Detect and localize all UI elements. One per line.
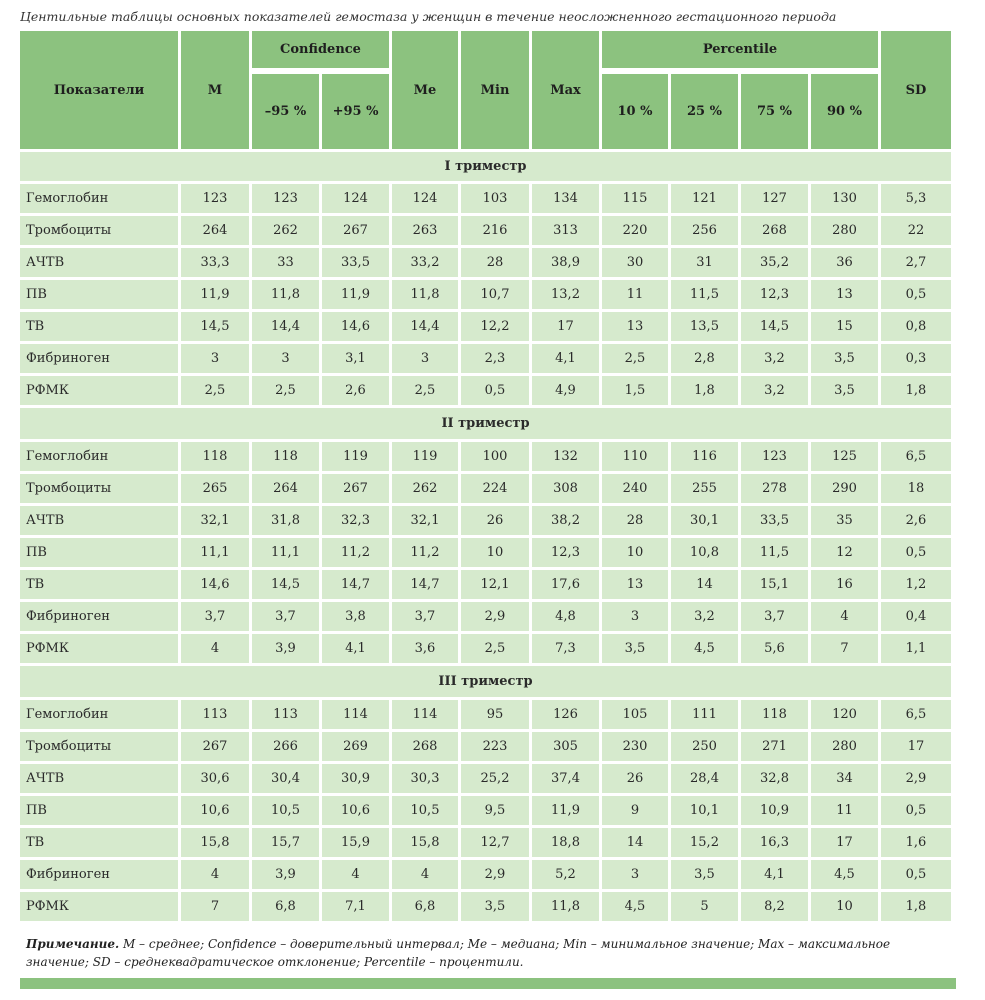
table-cell: 14,6: [181, 570, 249, 602]
table-cell: 4: [392, 860, 458, 892]
table-cell: 3: [602, 860, 668, 892]
table-cell: 3,9: [252, 860, 319, 892]
table-cell: 1,2: [881, 570, 951, 602]
table-cell: 3,2: [741, 344, 808, 376]
header-p10: 10 %: [602, 71, 668, 152]
note-text: M – среднее; Confidence – доверительный интервал; Me – медиана; Min – минимальное значение; Max – максимальное значение; SD – среднеквадратическое отклонение; Percentile – процентили.: [26, 937, 891, 969]
section-title: III триместр: [20, 666, 951, 700]
table-cell: 15: [811, 312, 878, 344]
table-cell: 256: [671, 216, 738, 248]
table-cell: 4,5: [602, 892, 668, 924]
table-cell: 4,1: [322, 634, 389, 666]
table-cell: 8,2: [741, 892, 808, 924]
table-cell: 2,9: [881, 764, 951, 796]
table-cell: 0,5: [881, 860, 951, 892]
table-cell: 95: [461, 700, 529, 732]
table-row: [20, 634, 951, 666]
table-cell: 2,8: [671, 344, 738, 376]
table-cell: 6,8: [252, 892, 319, 924]
table-row: [20, 474, 951, 506]
table-cell: 12,2: [461, 312, 529, 344]
table-cell: 240: [602, 474, 668, 506]
row-label: Тромбоциты: [20, 474, 178, 506]
table-row: [20, 442, 951, 474]
table-cell: 11,1: [181, 538, 249, 570]
table-row: [20, 216, 951, 248]
table-cell: 1,5: [602, 376, 668, 408]
table-cell: 25,2: [461, 764, 529, 796]
table-cell: 127: [741, 184, 808, 216]
row-label: Фибриноген: [20, 860, 178, 892]
table-cell: 3,5: [811, 376, 878, 408]
table-cell: 223: [461, 732, 529, 764]
table-cell: 0,5: [461, 376, 529, 408]
table-cell: 114: [322, 700, 389, 732]
table-row: [20, 184, 951, 216]
table-body: [20, 152, 951, 924]
table-cell: 264: [252, 474, 319, 506]
section-title: I триместр: [20, 152, 951, 184]
table-cell: 14,6: [322, 312, 389, 344]
table-cell: 16: [811, 570, 878, 602]
row-label: АЧТВ: [20, 764, 178, 796]
table-cell: 13,5: [671, 312, 738, 344]
table-cell: 3,7: [741, 602, 808, 634]
table-cell: 16,3: [741, 828, 808, 860]
table-cell: 10,7: [461, 280, 529, 312]
table-cell: 1,8: [881, 892, 951, 924]
row-label: АЧТВ: [20, 506, 178, 538]
table-cell: 30,3: [392, 764, 458, 796]
table-cell: 30,4: [252, 764, 319, 796]
table-cell: 3,5: [811, 344, 878, 376]
table-cell: 263: [392, 216, 458, 248]
table-cell: 0,8: [881, 312, 951, 344]
table-cell: 220: [602, 216, 668, 248]
row-label: Гемоглобин: [20, 700, 178, 732]
table-cell: 123: [741, 442, 808, 474]
table-cell: 3,2: [671, 602, 738, 634]
table-cell: 4,1: [532, 344, 599, 376]
table-cell: 33,2: [392, 248, 458, 280]
table-cell: 267: [322, 216, 389, 248]
header-min: Min: [461, 31, 529, 152]
table-cell: 14,7: [322, 570, 389, 602]
table-cell: 13,2: [532, 280, 599, 312]
table-cell: 11,9: [532, 796, 599, 828]
table-row: [20, 280, 951, 312]
table-cell: 11,9: [322, 280, 389, 312]
table-cell: 10,8: [671, 538, 738, 570]
header-indicators: Показатели: [20, 31, 178, 152]
table-cell: 11,9: [181, 280, 249, 312]
table-cell: 290: [811, 474, 878, 506]
table-cell: 14,7: [392, 570, 458, 602]
table-cell: 114: [392, 700, 458, 732]
table-cell: 1,1: [881, 634, 951, 666]
table-cell: 269: [322, 732, 389, 764]
header-p25: 25 %: [671, 71, 738, 152]
table-cell: 10,1: [671, 796, 738, 828]
table-cell: 264: [181, 216, 249, 248]
table-caption: Центильные таблицы основных показателей гемостаза у женщин в течение неосложненного гестационного периода: [20, 9, 837, 24]
table-cell: 2,5: [602, 344, 668, 376]
row-label: Гемоглобин: [20, 442, 178, 474]
header-percentile: Percentile: [602, 31, 878, 71]
table-cell: 3,5: [461, 892, 529, 924]
table-cell: 124: [322, 184, 389, 216]
table-cell: 2,5: [461, 634, 529, 666]
table-cell: 110: [602, 442, 668, 474]
table-cell: 271: [741, 732, 808, 764]
table-cell: 4,5: [671, 634, 738, 666]
table-cell: 105: [602, 700, 668, 732]
table-cell: 278: [741, 474, 808, 506]
row-label: Тромбоциты: [20, 732, 178, 764]
table-row: [20, 828, 951, 860]
header-p90: 90 %: [811, 71, 878, 152]
table-cell: 13: [602, 570, 668, 602]
table-cell: 14,5: [741, 312, 808, 344]
table-cell: 2,3: [461, 344, 529, 376]
table-cell: 11,5: [671, 280, 738, 312]
table-cell: 17,6: [532, 570, 599, 602]
table-cell: 15,9: [322, 828, 389, 860]
table-cell: 250: [671, 732, 738, 764]
table-cell: 2,5: [392, 376, 458, 408]
table-cell: 14,5: [181, 312, 249, 344]
table-cell: 262: [252, 216, 319, 248]
table-cell: 1,6: [881, 828, 951, 860]
row-label: РФМК: [20, 376, 178, 408]
table-cell: 11,5: [741, 538, 808, 570]
table-cell: 2,6: [881, 506, 951, 538]
table-cell: 9,5: [461, 796, 529, 828]
table-cell: 0,4: [881, 602, 951, 634]
table-cell: 18: [881, 474, 951, 506]
table-cell: 32,8: [741, 764, 808, 796]
table-cell: 35: [811, 506, 878, 538]
row-label: ТВ: [20, 312, 178, 344]
table-row: [20, 312, 951, 344]
table-cell: 4: [322, 860, 389, 892]
table-cell: 15,8: [392, 828, 458, 860]
table-cell: 12: [811, 538, 878, 570]
table-cell: 116: [671, 442, 738, 474]
table-cell: 118: [181, 442, 249, 474]
table-cell: 266: [252, 732, 319, 764]
note-label: Примечание.: [26, 937, 120, 951]
table-cell: 280: [811, 216, 878, 248]
table-row: [20, 248, 951, 280]
table-cell: 35,2: [741, 248, 808, 280]
table-cell: 31,8: [252, 506, 319, 538]
table-cell: 30,6: [181, 764, 249, 796]
table-row: [20, 860, 951, 892]
table-cell: 30,9: [322, 764, 389, 796]
table-cell: 3: [252, 344, 319, 376]
table-cell: 3: [181, 344, 249, 376]
section-title: II триместр: [20, 408, 951, 442]
table-cell: 265: [181, 474, 249, 506]
table-cell: 3,2: [741, 376, 808, 408]
table-cell: 2,9: [461, 860, 529, 892]
table-cell: 15,7: [252, 828, 319, 860]
table-cell: 2,6: [322, 376, 389, 408]
table-cell: 119: [322, 442, 389, 474]
table-row: [20, 764, 951, 796]
table-cell: 12,7: [461, 828, 529, 860]
row-label: Тромбоциты: [20, 216, 178, 248]
bottom-divider-bar: [20, 978, 956, 989]
table-cell: 28: [602, 506, 668, 538]
table-cell: 14,5: [252, 570, 319, 602]
table-cell: 132: [532, 442, 599, 474]
table-cell: 3,5: [671, 860, 738, 892]
table-row: [20, 506, 951, 538]
table-cell: 280: [811, 732, 878, 764]
table-cell: 224: [461, 474, 529, 506]
table-cell: 3,5: [602, 634, 668, 666]
table-cell: 113: [252, 700, 319, 732]
table-cell: 118: [741, 700, 808, 732]
table-cell: 1,8: [671, 376, 738, 408]
table-cell: 10: [461, 538, 529, 570]
table-cell: 2,5: [252, 376, 319, 408]
table-cell: 26: [602, 764, 668, 796]
table-cell: 3,7: [252, 602, 319, 634]
table-cell: 30: [602, 248, 668, 280]
table-cell: 4,5: [811, 860, 878, 892]
table-cell: 123: [181, 184, 249, 216]
table-cell: 3,9: [252, 634, 319, 666]
table-cell: 26: [461, 506, 529, 538]
table-cell: 121: [671, 184, 738, 216]
table-cell: 28,4: [671, 764, 738, 796]
table-cell: 3,8: [322, 602, 389, 634]
table-row: [20, 732, 951, 764]
table-cell: 33,5: [741, 506, 808, 538]
table-cell: 119: [392, 442, 458, 474]
table-cell: 5,3: [881, 184, 951, 216]
table-cell: 10,5: [252, 796, 319, 828]
row-label: РФМК: [20, 892, 178, 924]
row-label: ПВ: [20, 796, 178, 828]
table-cell: 13: [811, 280, 878, 312]
table-cell: 38,9: [532, 248, 599, 280]
header-confidence: Confidence: [252, 31, 389, 71]
table-cell: 10,6: [322, 796, 389, 828]
table-row: [20, 570, 951, 602]
table-cell: 2,5: [181, 376, 249, 408]
table-cell: 103: [461, 184, 529, 216]
table-cell: 3,7: [392, 602, 458, 634]
row-label: Фибриноген: [20, 602, 178, 634]
table-cell: 3: [602, 602, 668, 634]
header-sd: SD: [881, 31, 951, 152]
table-cell: 113: [181, 700, 249, 732]
row-label: ПВ: [20, 280, 178, 312]
table-cell: 11: [602, 280, 668, 312]
table-cell: 255: [671, 474, 738, 506]
table-cell: 11,8: [392, 280, 458, 312]
table-cell: 130: [811, 184, 878, 216]
table-cell: 7,1: [322, 892, 389, 924]
header-conf-high: +95 %: [322, 71, 389, 152]
table-cell: 120: [811, 700, 878, 732]
table-cell: 13: [602, 312, 668, 344]
table-cell: 6,5: [881, 700, 951, 732]
table-cell: 125: [811, 442, 878, 474]
table-cell: 14,4: [252, 312, 319, 344]
row-label: Фибриноген: [20, 344, 178, 376]
table-cell: 17: [532, 312, 599, 344]
table-cell: 17: [811, 828, 878, 860]
table-row: [20, 538, 951, 570]
table-cell: 14: [671, 570, 738, 602]
table-cell: 15,1: [741, 570, 808, 602]
table-cell: 38,2: [532, 506, 599, 538]
table-cell: 6,5: [881, 442, 951, 474]
table-row: [20, 892, 951, 924]
table-cell: 134: [532, 184, 599, 216]
table-cell: 0,3: [881, 344, 951, 376]
table-row: [20, 700, 951, 732]
table-cell: 11,2: [392, 538, 458, 570]
table-cell: 115: [602, 184, 668, 216]
hemostasis-table: [17, 31, 954, 924]
table-cell: 0,5: [881, 796, 951, 828]
row-label: РФМК: [20, 634, 178, 666]
table-cell: 5: [671, 892, 738, 924]
table-cell: 267: [322, 474, 389, 506]
table-cell: 11: [811, 796, 878, 828]
table-cell: 15,2: [671, 828, 738, 860]
table-cell: 268: [392, 732, 458, 764]
table-cell: 34: [811, 764, 878, 796]
header-me: Me: [392, 31, 458, 152]
table-cell: 12,1: [461, 570, 529, 602]
row-label: Гемоглобин: [20, 184, 178, 216]
table-cell: 11,2: [322, 538, 389, 570]
table-cell: 123: [252, 184, 319, 216]
table-cell: 33,3: [181, 248, 249, 280]
table-row: [20, 376, 951, 408]
table-cell: 10,9: [741, 796, 808, 828]
table-cell: 15,8: [181, 828, 249, 860]
table-cell: 22: [881, 216, 951, 248]
table-cell: 17: [881, 732, 951, 764]
header-conf-low: –95 %: [252, 71, 319, 152]
table-row: [20, 344, 951, 376]
table-cell: 2,9: [461, 602, 529, 634]
table-cell: 32,3: [322, 506, 389, 538]
table-cell: 7,3: [532, 634, 599, 666]
row-label: ТВ: [20, 570, 178, 602]
table-cell: 33,5: [322, 248, 389, 280]
header-max: Max: [532, 31, 599, 152]
table-cell: 11,1: [252, 538, 319, 570]
table-cell: 11,8: [252, 280, 319, 312]
table-cell: 111: [671, 700, 738, 732]
table-cell: 10: [602, 538, 668, 570]
table-cell: 3: [392, 344, 458, 376]
table-cell: 4: [181, 860, 249, 892]
table-cell: 33: [252, 248, 319, 280]
table-cell: 28: [461, 248, 529, 280]
table-cell: 10,5: [392, 796, 458, 828]
table-cell: 9: [602, 796, 668, 828]
header-p75: 75 %: [741, 71, 808, 152]
table-cell: 14,4: [392, 312, 458, 344]
header-m: M: [181, 31, 249, 152]
table-cell: 0,5: [881, 538, 951, 570]
table-cell: 4,9: [532, 376, 599, 408]
table-cell: 262: [392, 474, 458, 506]
table-cell: 36: [811, 248, 878, 280]
table-cell: 31: [671, 248, 738, 280]
table-cell: 267: [181, 732, 249, 764]
table-row: [20, 602, 951, 634]
table-cell: 230: [602, 732, 668, 764]
row-label: ПВ: [20, 538, 178, 570]
table-cell: 3,1: [322, 344, 389, 376]
table-cell: 10,6: [181, 796, 249, 828]
table-cell: 5,2: [532, 860, 599, 892]
table-cell: 268: [741, 216, 808, 248]
table-cell: 124: [392, 184, 458, 216]
table-cell: 32,1: [392, 506, 458, 538]
table-cell: 305: [532, 732, 599, 764]
table-cell: 6,8: [392, 892, 458, 924]
table-note: [26, 935, 946, 971]
table-cell: 118: [252, 442, 319, 474]
table-cell: 10: [811, 892, 878, 924]
table-cell: 12,3: [532, 538, 599, 570]
table-cell: 3,7: [181, 602, 249, 634]
table-cell: 1,8: [881, 376, 951, 408]
table-cell: 4: [811, 602, 878, 634]
table-cell: 0,5: [881, 280, 951, 312]
table-cell: 30,1: [671, 506, 738, 538]
row-label: ТВ: [20, 828, 178, 860]
table-cell: 2,7: [881, 248, 951, 280]
table-cell: 100: [461, 442, 529, 474]
table-cell: 313: [532, 216, 599, 248]
table-cell: 32,1: [181, 506, 249, 538]
table-cell: 11,8: [532, 892, 599, 924]
table-cell: 7: [181, 892, 249, 924]
table-cell: 18,8: [532, 828, 599, 860]
table-cell: 12,3: [741, 280, 808, 312]
row-label: АЧТВ: [20, 248, 178, 280]
table-cell: 37,4: [532, 764, 599, 796]
table-cell: 4,1: [741, 860, 808, 892]
table-cell: 3,6: [392, 634, 458, 666]
table-cell: 308: [532, 474, 599, 506]
table-cell: 5,6: [741, 634, 808, 666]
table-cell: 126: [532, 700, 599, 732]
table-cell: 216: [461, 216, 529, 248]
table-cell: 7: [811, 634, 878, 666]
table-cell: 4,8: [532, 602, 599, 634]
table-cell: 4: [181, 634, 249, 666]
table-row: [20, 796, 951, 828]
table-cell: 14: [602, 828, 668, 860]
